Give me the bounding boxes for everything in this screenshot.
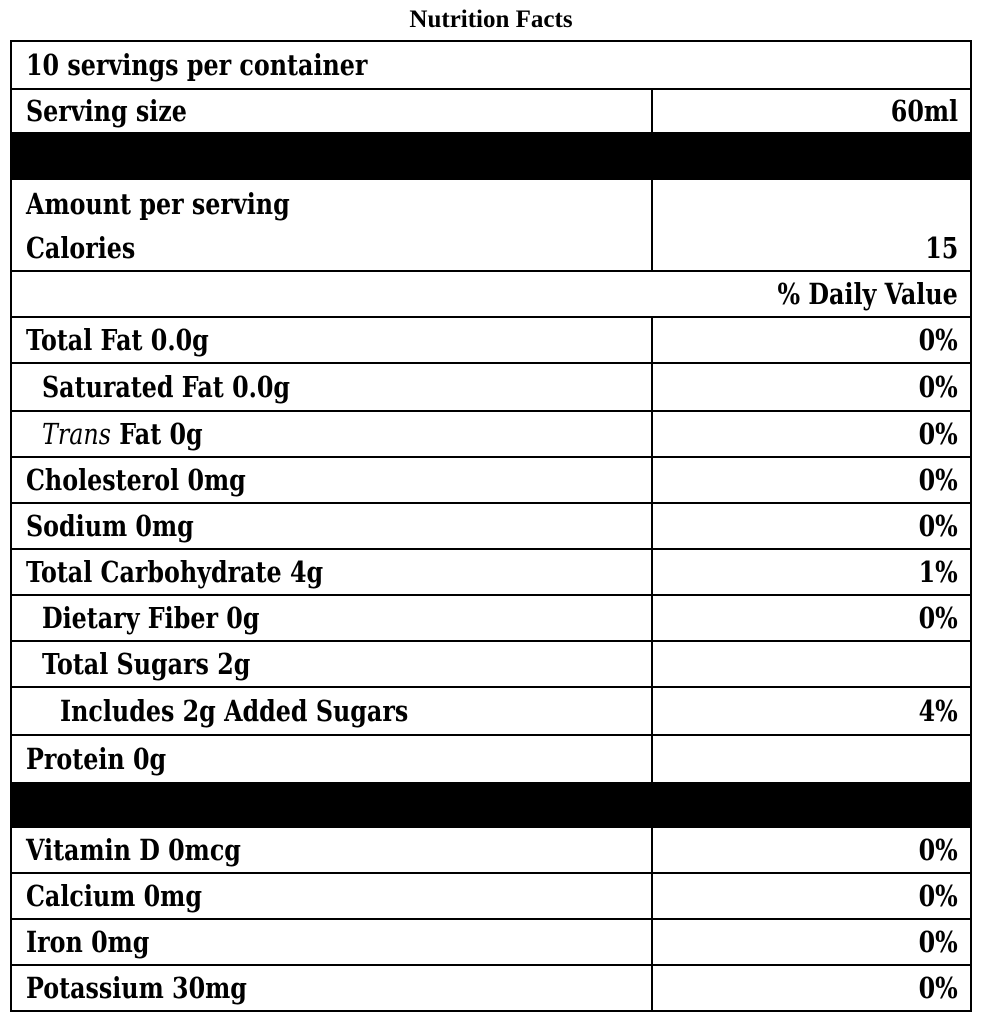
nutrient-label: Sodium 0mg: [26, 509, 194, 543]
vitamin-label: Calcium 0mg: [26, 879, 202, 913]
nutrient-row: [12, 504, 970, 550]
nutrient-row: [12, 412, 970, 458]
column-divider: [651, 966, 653, 1010]
column-divider: [651, 318, 653, 362]
serving-size-value: 60ml: [890, 94, 958, 128]
column-divider: [651, 642, 653, 686]
column-divider: [651, 458, 653, 502]
nutrient-row: [12, 458, 970, 504]
calories-value: 15: [924, 231, 958, 265]
nutrient-label: Saturated Fat 0.0g: [42, 370, 291, 404]
column-divider: [651, 90, 653, 132]
column-divider: [651, 364, 653, 410]
nutrient-daily-value: 0%: [918, 509, 958, 543]
thick-separator-bar: [12, 134, 970, 180]
nutrient-daily-value: 4%: [918, 694, 958, 728]
nutrient-label: Total Carbohydrate 4g: [26, 555, 324, 589]
vitamin-daily-value: 0%: [918, 879, 958, 913]
column-divider: [651, 688, 653, 734]
vitamin-row: [12, 828, 970, 874]
nutrient-daily-value: 0%: [918, 370, 958, 404]
trans-fat-label-rest: Fat 0g: [110, 417, 203, 451]
label-title: Nutrition Facts: [409, 6, 573, 33]
vitamin-label: Iron 0mg: [26, 925, 150, 959]
servings-row: [12, 42, 970, 90]
daily-value-header: % Daily Value: [777, 277, 958, 311]
nutrient-label: Total Fat 0.0g: [26, 323, 209, 357]
column-divider: [651, 920, 653, 964]
nutrient-label: Protein 0g: [26, 742, 167, 776]
nutrient-label: Includes 2g Added Sugars: [60, 694, 409, 728]
thick-separator-bar: [12, 782, 970, 828]
calories-row: [12, 180, 970, 272]
column-divider: [651, 736, 653, 782]
nutrient-row: [12, 550, 970, 596]
trans-italic-label: Trans: [42, 417, 111, 451]
nutrient-row: [12, 596, 970, 642]
nutrient-daily-value: 0%: [918, 323, 958, 357]
nutrient-row: [12, 688, 970, 736]
nutrient-label: Total Sugars 2g: [42, 647, 251, 681]
nutrient-daily-value: 1%: [918, 555, 958, 589]
vitamin-label: Potassium 30mg: [26, 971, 247, 1005]
column-divider: [651, 596, 653, 640]
column-divider: [651, 874, 653, 918]
daily-value-header-row: [12, 272, 970, 318]
vitamin-daily-value: 0%: [918, 833, 958, 867]
amount-per-serving-label: Amount per serving: [26, 187, 290, 221]
nutrient-label: Cholesterol 0mg: [26, 463, 246, 497]
vitamin-row: [12, 920, 970, 966]
nutrient-row: [12, 642, 970, 688]
serving-size-label: Serving size: [26, 94, 187, 128]
serving-size-row: [12, 90, 970, 134]
calories-label: Calories: [26, 231, 136, 265]
vitamin-label: Vitamin D 0mcg: [26, 833, 241, 867]
column-divider: [651, 412, 653, 456]
servings-per-container: 10 servings per container: [26, 48, 368, 82]
nutrient-row: [12, 364, 970, 412]
nutrient-daily-value: 0%: [918, 601, 958, 635]
column-divider: [651, 550, 653, 594]
nutrient-label: [42, 412, 203, 456]
vitamin-row: [12, 966, 970, 1010]
column-divider: [651, 828, 653, 872]
nutrient-row: [12, 318, 970, 364]
nutrient-daily-value: 0%: [918, 463, 958, 497]
column-divider: [651, 504, 653, 548]
nutrient-daily-value: 0%: [918, 417, 958, 451]
vitamin-row: [12, 874, 970, 920]
column-divider: [651, 180, 653, 270]
nutrient-row: [12, 736, 970, 782]
nutrition-facts-label: [10, 40, 972, 1012]
nutrient-label: Dietary Fiber 0g: [42, 601, 260, 635]
vitamin-daily-value: 0%: [918, 971, 958, 1005]
vitamin-daily-value: 0%: [918, 925, 958, 959]
